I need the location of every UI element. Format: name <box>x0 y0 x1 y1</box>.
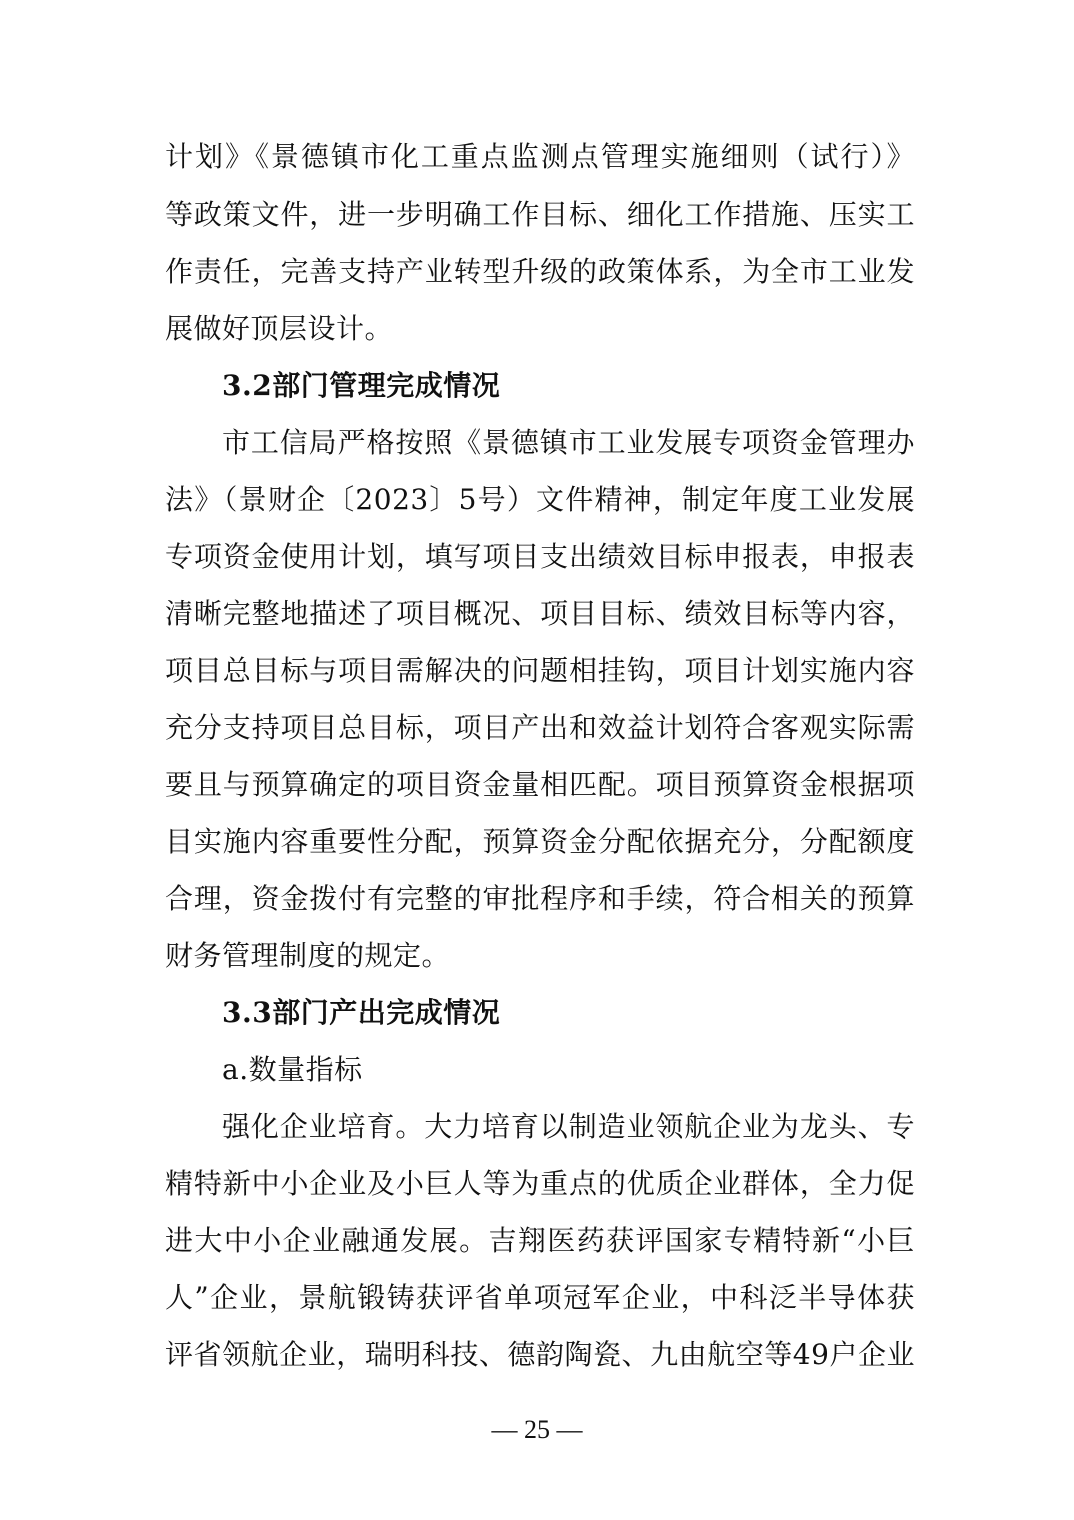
paragraph-line: 充分支持项目总目标，项目产出和效益计划符合客观实际需 <box>165 711 915 744</box>
paragraph-line: 财务管理制度的规定。 <box>165 939 451 972</box>
paragraph-line: 项目总目标与项目需解决的问题相挂钩，项目计划实施内容 <box>165 654 915 687</box>
paragraph-line: 人”企业，景航锻铸获评省单项冠军企业，中科泛半导体获 <box>165 1281 915 1314</box>
paragraph-line: 专项资金使用计划，填写项目支出绩效目标申报表，申报表 <box>165 540 915 573</box>
section-heading: 3.2部门管理完成情况 <box>222 369 501 402</box>
paragraph-line: 进大中小企业融通发展。吉翔医药获评国家专精特新“小巨 <box>165 1224 915 1257</box>
sub-heading: a.数量指标 <box>222 1053 363 1086</box>
paragraph-line: 强化企业培育。大力培育以制造业领航企业为龙头、专 <box>222 1110 915 1143</box>
paragraph-line: 等政策文件，进一步明确工作目标、细化工作措施、压实工 <box>165 198 915 231</box>
paragraph-line: 计划》《景德镇市化工重点监测点管理实施细则（试行）》 <box>165 140 915 173</box>
paragraph-line: 合理，资金拨付有完整的审批程序和手续，符合相关的预算 <box>165 882 915 915</box>
paragraph-line: 评省领航企业，瑞明科技、德韵陶瓷、九由航空等49户企业 <box>165 1338 915 1371</box>
page-number: — 25 — <box>491 1415 583 1444</box>
section-heading: 3.3部门产出完成情况 <box>222 996 501 1029</box>
paragraph-line: 精特新中小企业及小巨人等为重点的优质企业群体，全力促 <box>165 1167 915 1200</box>
paragraph-line: 清晰完整地描述了项目概况、项目目标、绩效目标等内容， <box>165 597 915 630</box>
paragraph-line: 目实施内容重要性分配，预算资金分配依据充分，分配额度 <box>165 825 915 858</box>
paragraph-line: 作责任，完善支持产业转型升级的政策体系，为全市工业发 <box>165 255 915 288</box>
paragraph-line: 市工信局严格按照《景德镇市工业发展专项资金管理办 <box>222 426 915 459</box>
paragraph-line: 展做好顶层设计。 <box>165 312 394 345</box>
paragraph-line: 法》（景财企〔2023〕5号）文件精神，制定年度工业发展 <box>165 483 915 516</box>
paragraph-line: 要且与预算确定的项目资金量相匹配。项目预算资金根据项 <box>165 768 915 801</box>
